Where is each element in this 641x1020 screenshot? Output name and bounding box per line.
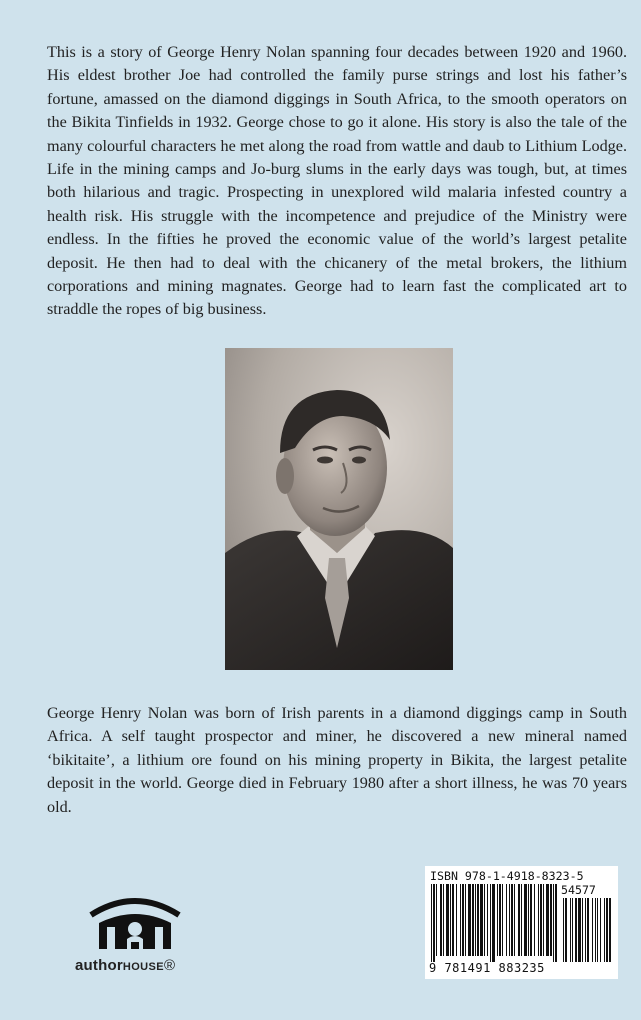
barcode-bar: [460, 884, 461, 956]
back-cover-blurb: This is a story of George Henry Nolan spanning four decades between 1920 and 1960. His eldest brother Joe had controlled the family purse strings and lost his father’s fortune, amassed on the diamond diggings in South Africa, to the smooth operators on the Bikita Tinfields in 1932. George chose to go it alone. His story is also the tale of the many colourful characters he met along the road from wattle and daub to Lithium Lodge. Life in the mining camps and Jo-burg slums in the early days was tough, but, at times both hilarious and tragic. Prospecting in unexplored wild malaria infested country a health risk. His struggle with the incompetence and prejudice of the Ministry were endless. In the fifties he proved the economic value of the world’s largest petalite deposit. He then had to deal with the chicanery of the metal brokers, the lithium corporations and mining magnates. George had to learn fast the complicated art to straddle the ropes of big business.: [47, 43, 627, 319]
authorhouse-wordmark: authorHOUSE®: [75, 957, 176, 974]
addon-barcode-bar: [595, 898, 596, 962]
barcode-bar: [465, 884, 466, 956]
barcode-bar: [477, 884, 479, 956]
addon-barcode-bar: [606, 898, 608, 962]
barcode-bar: [490, 884, 491, 962]
barcode-bar: [443, 884, 444, 956]
barcode-bar: [543, 884, 544, 956]
isbn-barcode: [425, 866, 618, 979]
barcode-bars: [429, 884, 615, 964]
addon-barcode-bar: [587, 898, 589, 962]
ean-digits: 9 781491 883235: [429, 961, 545, 975]
addon-barcode-bar: [572, 898, 573, 962]
barcode-bar: [468, 884, 471, 956]
barcode-bar: [546, 884, 549, 956]
barcode-bar: [462, 884, 464, 956]
barcode-bar: [450, 884, 451, 956]
barcode-bar: [538, 884, 539, 956]
addon-barcode-bar: [578, 898, 581, 962]
barcode-bar: [433, 884, 435, 962]
barcode-bar: [472, 884, 474, 956]
addon-barcode-bar: [585, 898, 586, 962]
barcode-bar: [431, 884, 432, 962]
addon-barcode-bar: [597, 898, 598, 962]
barcode-bar: [480, 884, 483, 956]
barcode-bar: [550, 884, 552, 956]
barcode-bar: [499, 884, 501, 956]
barcode-bar: [509, 884, 510, 956]
authorhouse-emblem-icon: [85, 893, 185, 955]
author-portrait-photo: [225, 348, 453, 670]
barcode-bar: [540, 884, 542, 956]
barcode-bar: [492, 884, 495, 962]
addon-barcode-bar: [609, 898, 611, 962]
addon-barcode-bar: [563, 898, 564, 962]
barcode-bar: [521, 884, 522, 956]
barcode-bar: [518, 884, 520, 956]
addon-barcode-bar: [592, 898, 593, 962]
barcode-bar: [502, 884, 503, 956]
isbn-label: ISBN 978-1-4918-8323-5: [430, 869, 584, 883]
barcode-bar: [497, 884, 498, 956]
barcode-bar: [484, 884, 485, 956]
addon-barcode-bar: [600, 898, 601, 962]
barcode-bar: [506, 884, 507, 956]
barcode-bar: [530, 884, 532, 956]
barcode-bar: [524, 884, 527, 956]
barcode-bar: [553, 884, 554, 962]
addon-barcode-bar: [575, 898, 577, 962]
barcode-bar: [528, 884, 529, 956]
barcode-bar: [436, 884, 437, 956]
barcode-bar: [475, 884, 476, 956]
addon-barcode-bar: [604, 898, 605, 962]
authorhouse-logo: [75, 893, 195, 983]
barcode-bar: [511, 884, 513, 956]
barcode-bar: [446, 884, 449, 956]
addon-barcode-bar: [570, 898, 571, 962]
barcode-bar: [452, 884, 454, 956]
addon-barcode-bar: [565, 898, 567, 962]
barcode-bar: [456, 884, 457, 956]
barcode-bar: [440, 884, 442, 956]
price-addon-digits: 54577: [561, 883, 596, 897]
barcode-bar: [514, 884, 515, 956]
addon-barcode-bar: [582, 898, 583, 962]
author-biography: George Henry Nolan was born of Irish parents in a diamond diggings camp in South Africa. A self taught prospector and miner, he discovered a new mineral named ‘bikitaite’, a lithium ore found on his mining property in Bikita, the largest petalite deposit in the world. George died in February 1980 after a short illness, he was 70 years old.: [47, 704, 627, 816]
barcode-bar: [487, 884, 488, 956]
barcode-bar: [555, 884, 557, 962]
barcode-bar: [534, 884, 535, 956]
